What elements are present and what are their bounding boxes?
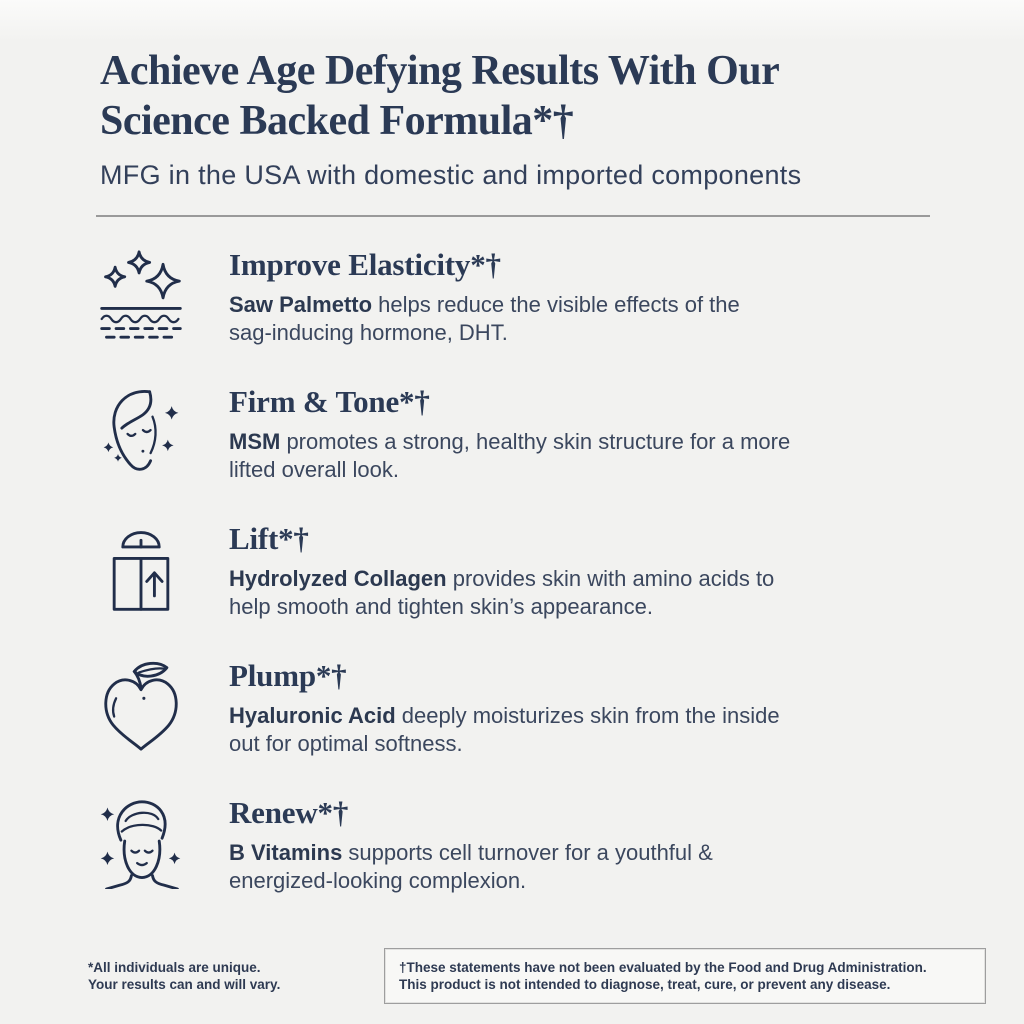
- face-sparkles-icon: [95, 386, 187, 478]
- page-subtitle: MFG in the USA with domestic and imported components: [100, 160, 802, 190]
- disclaimer-line-2: This product is not intended to diagnose, treat, cure, or prevent any disease.: [399, 977, 891, 992]
- feature-desc-line2: energized-looking complexion.: [229, 868, 527, 893]
- feature-heading: Renew*†: [229, 795, 349, 830]
- feature-heading: Plump*†: [229, 658, 347, 693]
- feature-term: Hyaluronic Acid: [229, 703, 396, 728]
- feature-description: [229, 565, 774, 621]
- fda-disclaimer-box: [384, 948, 986, 1004]
- feature-row-firm-tone: [95, 384, 964, 484]
- feature-desc-line1: deeply moisturizes skin from the inside: [395, 703, 780, 728]
- feature-desc-line2: sag-inducing hormone, DHT.: [229, 320, 508, 345]
- feature-desc-line2: help smooth and tighten skin’s appearance.: [229, 594, 653, 619]
- feature-heading: Improve Elasticity*†: [229, 247, 501, 282]
- feature-desc-line1: supports cell turnover for a youthful &: [342, 840, 713, 865]
- feature-text: [229, 384, 790, 484]
- header-divider: [96, 215, 930, 217]
- feature-description: [229, 702, 780, 758]
- skin-sparkles-icon: [95, 249, 187, 341]
- feature-text: [229, 247, 740, 347]
- feature-term: Saw Palmetto: [229, 292, 373, 317]
- disclaimer-line-1: †These statements have not been evaluated by the Food and Drug Administration.: [399, 960, 927, 975]
- spa-woman-icon: [95, 797, 187, 889]
- feature-heading: Firm & Tone*†: [229, 384, 430, 419]
- note-line-2: Your results can and will vary.: [88, 977, 281, 992]
- title-line-1: Achieve Age Defying Results With Our: [100, 48, 780, 94]
- feature-row-lift: [95, 521, 964, 621]
- peach-icon: [95, 660, 187, 752]
- page-footer: [88, 948, 986, 1004]
- feature-term: Hydrolyzed Collagen: [229, 566, 447, 591]
- feature-desc-line1: promotes a strong, healthy skin structure for a more: [280, 429, 791, 454]
- note-line-1: *All individuals are unique.: [88, 960, 261, 975]
- feature-text: [229, 658, 780, 758]
- feature-text: [229, 795, 713, 895]
- feature-description: [229, 839, 713, 895]
- elevator-icon: [95, 523, 187, 615]
- feature-text: [229, 521, 774, 621]
- feature-row-plump: [95, 658, 964, 758]
- page-header: [100, 46, 964, 191]
- feature-desc-line1: provides skin with amino acids to: [446, 566, 775, 591]
- feature-description: [229, 291, 740, 347]
- feature-term: B Vitamins: [229, 840, 343, 865]
- feature-desc-line2: out for optimal softness.: [229, 731, 463, 756]
- feature-heading: Lift*†: [229, 521, 309, 556]
- feature-term: MSM: [229, 429, 281, 454]
- feature-row-improve-elasticity: [95, 247, 964, 347]
- results-vary-note: [88, 959, 280, 993]
- page-title: [100, 46, 964, 146]
- feature-description: [229, 428, 790, 484]
- feature-desc-line1: helps reduce the visible effects of the: [372, 292, 740, 317]
- title-line-2: Science Backed Formula*†: [100, 98, 574, 144]
- feature-row-renew: [95, 795, 964, 895]
- feature-desc-line2: lifted overall look.: [229, 457, 399, 482]
- features-list: [95, 247, 964, 895]
